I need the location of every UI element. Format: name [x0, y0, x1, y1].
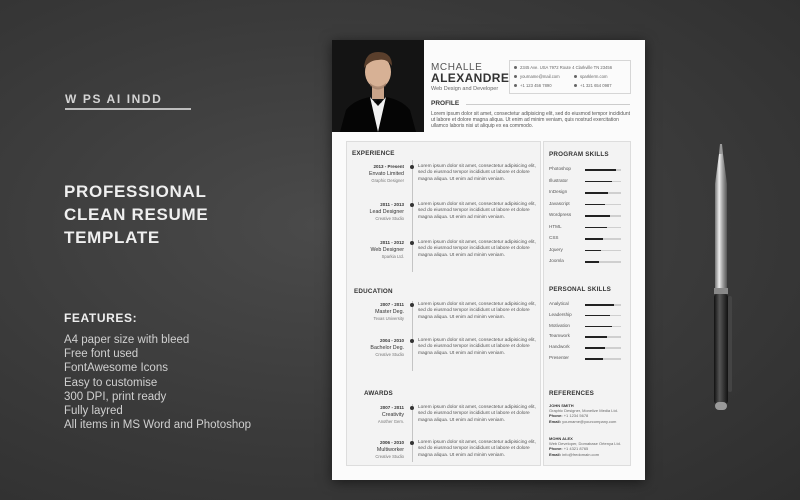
experience-entry — [347, 164, 540, 204]
personal-skills-title: PERSONAL SKILLS — [549, 286, 612, 293]
skill-bar — [585, 347, 621, 349]
experience-entry — [347, 202, 540, 242]
skill-bar — [585, 326, 621, 328]
timeline-dot — [410, 241, 414, 245]
award-entry — [347, 440, 540, 480]
skill-bar-fill — [585, 250, 601, 252]
reference-name: MOHN ALEX — [549, 436, 573, 441]
skill-bar — [585, 227, 621, 229]
location-icon — [514, 66, 517, 69]
entry-role: Lead Designer — [369, 209, 404, 215]
website-row — [574, 74, 607, 79]
skill-bar-fill — [585, 358, 603, 360]
entry-role: Envato Limited — [368, 171, 404, 177]
experience-entry — [347, 240, 540, 280]
skill-bar-fill — [585, 204, 605, 206]
first-name: MCHALLE — [431, 62, 483, 73]
profile-text: Lorem ipsum dolor sit amet, consectetur adipisicing elit, sed do eiusmod tempor incididunt ut labore et dolore magna aliqua. Ut enim ad minim veniam, quis nostrud exercitation ullamco laboris nisi ut aliquip ex ea commodo. — [431, 111, 630, 130]
feature-item: Easy to customise — [64, 376, 158, 389]
skill-bar-fill — [585, 336, 607, 338]
skill-name: CSS — [549, 235, 559, 240]
skill-row — [549, 312, 627, 320]
skill-bar-fill — [585, 192, 608, 194]
skill-row — [549, 166, 627, 174]
website-text: sparklerm.com — [580, 74, 608, 79]
skill-bar — [585, 169, 621, 171]
email-text: yourname@mail.com — [520, 74, 560, 79]
entry-date: 2007 - 2011 — [380, 405, 404, 410]
reference-title: Graphic Designer, Monelize Media Ltd. — [549, 408, 618, 414]
entry-org: Graphic Designer — [371, 178, 404, 183]
feature-item: A4 paper size with bleed — [64, 334, 190, 346]
reference-phone: +1 4321 8765 — [563, 446, 589, 452]
entry-description: Lorem ipsum dolor sit amet, consectetur adipisicing elit, sed do eiusmod tempor incididunt ut labore et dolore magna aliqua. Ut enim ad minim veniam. — [418, 302, 536, 320]
profile-divider — [466, 104, 630, 105]
reference-email: info@fredomain.com — [562, 451, 600, 457]
skill-row — [549, 247, 627, 255]
skill-row — [549, 189, 627, 197]
entry-org: Creative Studio — [375, 454, 404, 459]
entry-date: 2011 - 2013 — [380, 202, 404, 207]
skill-bar — [585, 358, 621, 360]
awards-title: AWARDS — [364, 390, 393, 397]
education-entry — [347, 338, 540, 378]
entry-description: Lorem ipsum dolor sit amet, consectetur adipisicing elit, sed do eiusmod tempor incididunt ut labore et dolore magna aliqua. Ut enim ad minim veniam. — [418, 338, 536, 356]
skill-row — [549, 212, 627, 220]
references-title: REFERENCES — [549, 390, 595, 397]
reference-item — [549, 436, 629, 457]
side-panel — [543, 141, 631, 466]
entry-org: Creative Studio — [375, 352, 404, 357]
entry-org: Creative Studio — [375, 216, 404, 221]
skill-bar — [585, 204, 621, 206]
timeline-dot — [410, 165, 414, 169]
feature-item: Fully layred — [64, 405, 123, 418]
skill-name: Analytical — [549, 301, 569, 306]
phone-icon — [514, 84, 517, 87]
timeline-dot — [410, 441, 414, 445]
skill-bar — [585, 261, 621, 263]
entry-org: Sparkia Ltd. — [381, 254, 404, 259]
skill-bar — [585, 192, 621, 194]
skill-row — [549, 235, 627, 243]
skill-bar-fill — [585, 215, 610, 217]
profile-title: PROFILE — [431, 100, 460, 107]
skill-bar-fill — [585, 304, 614, 306]
globe-icon — [574, 75, 577, 78]
skill-bar — [585, 238, 621, 240]
headline — [64, 180, 208, 249]
skill-row — [549, 323, 627, 331]
feature-item: 300 DPI, print ready — [64, 390, 167, 403]
entry-role: Master Deg. — [375, 309, 404, 315]
skill-row — [549, 178, 627, 186]
skill-bar — [585, 336, 621, 338]
skill-name: Javascript — [549, 200, 570, 206]
features-list — [64, 333, 251, 432]
skill-bar — [585, 250, 621, 252]
education-entry — [347, 302, 540, 342]
skill-bar-fill — [585, 238, 603, 240]
skill-name: Leadership — [549, 311, 572, 317]
headline-line: CLEAN RESUME — [64, 205, 209, 224]
entry-org: Texas University — [373, 316, 404, 321]
resume-page — [332, 40, 645, 480]
skill-row — [549, 344, 627, 352]
skill-bar-fill — [585, 315, 610, 317]
skill-row — [549, 355, 627, 363]
timeline-dot — [410, 203, 414, 207]
entry-role: Creativity — [381, 412, 404, 418]
skill-name: Motivation — [549, 322, 570, 328]
main-panel — [346, 141, 541, 466]
email-row — [514, 74, 560, 79]
entry-description: Lorem ipsum dolor sit amet, consectetur adipisicing elit, sed do eiusmod tempor incididunt ut labore et dolore magna aliqua. Ut enim ad minim veniam. — [418, 202, 536, 220]
skill-row — [549, 258, 627, 266]
person-photo-icon — [332, 40, 424, 132]
skill-bar-fill — [585, 326, 612, 328]
skill-name: InDesign — [549, 189, 568, 194]
formats-underline — [65, 108, 191, 110]
headline-line: PROFESSIONAL — [64, 182, 207, 201]
reference-name: JOHN SMITH — [549, 403, 574, 408]
skill-bar — [585, 304, 621, 306]
entry-description: Lorem ipsum dolor sit amet, consectetur adipisicing elit, sed do eiusmod tempor incididunt ut labore et dolore magna aliqua. Ut enim ad minim veniam. — [418, 440, 536, 458]
skill-row — [549, 301, 627, 309]
features-title: FEATURES: — [64, 311, 138, 325]
experience-title: EXPERIENCE — [352, 150, 395, 157]
phone-text: +1 321 654 0987 — [580, 83, 612, 88]
entry-role: Web Designer — [370, 247, 404, 253]
skill-row — [549, 201, 627, 209]
reference-phone: +1 1234 5678 — [563, 413, 589, 419]
education-title: EDUCATION — [354, 288, 393, 295]
entry-description: Lorem ipsum dolor sit amet, consectetur adipisicing elit, sed do eiusmod tempor incididunt ut labore et dolore magna aliqua. Ut enim ad minim veniam. — [418, 164, 536, 182]
skill-bar — [585, 215, 621, 217]
entry-description: Lorem ipsum dolor sit amet, consectetur adipisicing elit, sed do eiusmod tempor incididunt ut labore et dolore magna aliqua. Ut enim ad minim veniam. — [418, 240, 536, 258]
entry-date: 2006 - 2010 — [379, 440, 404, 445]
feature-item: FontAwesome Icons — [64, 362, 168, 375]
entry-description: Lorem ipsum dolor sit amet, consectetur adipisicing elit, sed do eiusmod tempor incididunt ut labore et dolore magna aliqua. Ut enim ad minim veniam. — [418, 405, 536, 423]
phone-row — [514, 83, 552, 88]
skill-row — [549, 333, 627, 341]
entry-role: Bachelor Deg. — [370, 345, 404, 351]
entry-date: 2004 - 2010 — [379, 338, 404, 343]
job-title: Web Design and Developer — [431, 86, 499, 92]
email-icon — [514, 75, 517, 78]
skill-row — [549, 224, 627, 232]
phone-text: +1 123 456 7890 — [520, 83, 552, 88]
skill-bar-fill — [585, 181, 612, 183]
feature-item: Free font used — [64, 348, 139, 361]
last-name: ALEXANDRE — [431, 71, 510, 85]
skill-name: Illustrator — [549, 177, 568, 183]
entry-date: 2011 - 2012 — [380, 240, 404, 245]
entry-date: 2007 - 2011 — [380, 302, 404, 307]
reference-item — [549, 403, 629, 424]
skill-bar — [585, 315, 621, 317]
reference-email-label: Email: — [549, 451, 562, 457]
skill-name: Jquery — [549, 246, 563, 252]
skill-bar-fill — [585, 347, 605, 349]
skill-name: HTML — [549, 223, 562, 229]
entry-org: Another Gem. — [377, 419, 404, 424]
skill-bar-fill — [585, 227, 607, 229]
profile-photo — [332, 40, 424, 132]
phone-row — [574, 83, 612, 88]
skill-name: Photoshop — [549, 166, 571, 171]
reference-phone-label: Phone: — [549, 413, 563, 419]
feature-item: All items in MS Word and Photoshop — [64, 419, 252, 432]
skill-name: Presenter — [549, 355, 569, 360]
entry-role: Multiworker — [376, 447, 404, 453]
headline-line: TEMPLATE — [64, 228, 160, 247]
skill-bar-fill — [585, 261, 599, 263]
entry-date: 2013 - Present — [373, 164, 404, 169]
timeline-dot — [410, 339, 414, 343]
skill-name: Teamwork — [549, 333, 570, 339]
skill-name: Wordpress — [549, 212, 572, 217]
skill-bar — [585, 181, 621, 183]
skill-name: Handwork — [549, 344, 570, 350]
address-text: 2345 Ave. USA 7972 Route 4 Clarkville TN 23456 — [520, 65, 613, 70]
reference-email: yourname@yourcompany.com — [562, 418, 617, 424]
pen-icon — [708, 144, 734, 414]
mobile-icon — [574, 84, 577, 87]
reference-title: Web Developer, Domabase Ortenya Ltd. — [549, 441, 621, 447]
address-row — [514, 65, 612, 70]
program-skills-title: PROGRAM SKILLS — [549, 151, 609, 158]
formats-label: W PS AI INDD — [65, 92, 163, 106]
skill-bar-fill — [585, 169, 616, 171]
skill-name: Joomla — [549, 258, 564, 263]
reference-phone-label: Phone: — [549, 446, 563, 452]
contact-box — [509, 60, 631, 94]
award-entry — [347, 405, 540, 445]
timeline-dot — [410, 406, 414, 410]
reference-email-label: Email: — [549, 418, 562, 424]
timeline-dot — [410, 303, 414, 307]
